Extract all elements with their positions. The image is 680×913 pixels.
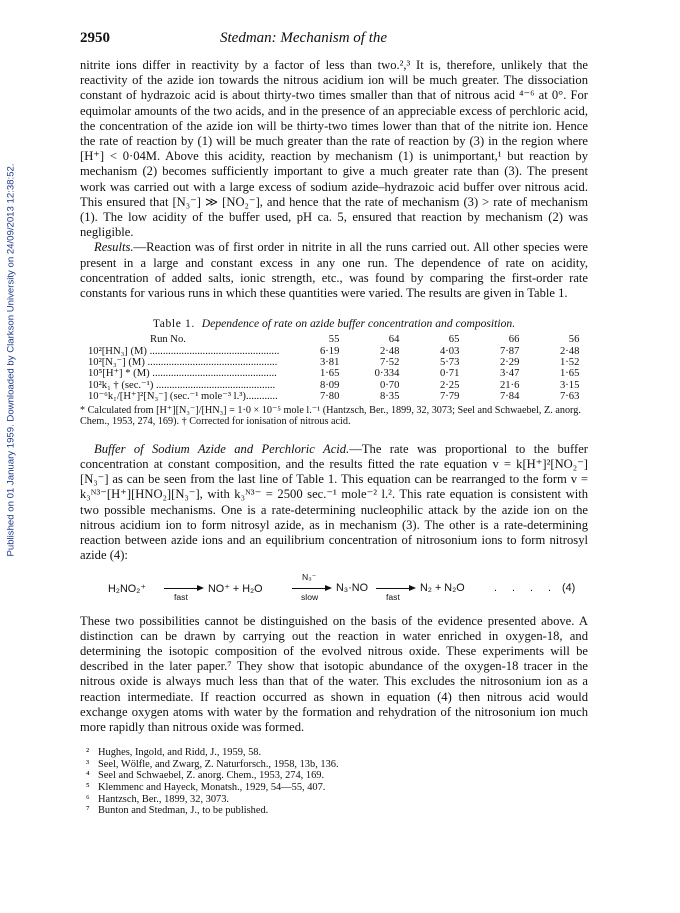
table-footnote: * Calculated from [H⁺][N₃⁻]/[HN₃] = 1·0 × 10⁻⁵ mole l.⁻¹ (Hantzsch, Ber., 1899, 32, 3073; Seel and Schwaebel, Z. anorg. Chem., 1953, 274, 169). † Corrected for ionisation of nitrous acid. <box>80 404 581 428</box>
run-number: 56 <box>568 334 580 346</box>
species-nitrosonium: NO⁺ + H₂O <box>208 582 263 595</box>
cell-value: 3·47 <box>499 368 520 380</box>
page-number: 2950 <box>80 30 110 46</box>
run-number: 55 <box>328 334 340 346</box>
run-number: 65 <box>448 334 460 346</box>
row-label: 10²[HN₃] (M) ................................................. <box>88 345 280 357</box>
buffer-paragraph <box>80 442 588 564</box>
row-label: 10⁵[H⁺] * (M) ............................................... <box>88 368 277 380</box>
buffer-text: —The rate was proportional to the buffer concentration at constant composition, and the results fitted the rate equation v = k[H⁺]²[NO₂⁻][N₃⁻] as can be seen from the last line of Table 1. This equation can be rearranged to the form v = k₃ᴺ³⁻[H⁺][HNO₂][N₃⁻], with k₃ᴺ³⁻ = 2500 sec.⁻¹ mole⁻² l.². This rate equation is consistent with two possible mechanisms. One is a rate-determining nucleophilic attack by the azide ion on the nitrous acidium ion to form nitrosyl azide, as in mechanism (3). The other is a rate-determining reaction between azide ions and an equilibrium concentration of nitrosonium ions to form nitrosyl azide (4): <box>80 441 588 563</box>
cell-value: 8·35 <box>379 391 400 403</box>
cell-value: 0·70 <box>379 379 400 391</box>
row-label: 10⁻⁶k₁/[H⁺]²[N₃⁻] (sec.⁻¹ mole⁻³ l.³)............ <box>88 391 278 403</box>
arrow-icon <box>164 588 202 589</box>
cell-value: 8·09 <box>319 379 340 391</box>
cell-value: 1·52 <box>559 357 580 369</box>
results-paragraph <box>80 240 588 301</box>
table-header-row <box>88 334 579 345</box>
reference-item: ³ Seel, Wölfle, and Zwarg, Z. Naturforsch., 1958, 13b, 136. <box>86 758 339 770</box>
table-label: Table 1. <box>152 317 195 331</box>
download-watermark-text: Published on 01 January 1959. Downloaded by Clarkson University on 24/09/2013 12:38:52. <box>5 163 17 557</box>
table-title: Dependence of rate on azide buffer concentration and composition. <box>201 317 516 331</box>
row-label: 10²[N₃⁻] (M) ................................................. <box>88 357 278 369</box>
cell-value: 4·03 <box>439 345 460 357</box>
table-row <box>88 357 579 368</box>
equation-number: (4) <box>562 581 576 594</box>
download-watermark <box>2 140 20 580</box>
arrow-label-slow: slow <box>301 591 319 602</box>
table-row <box>88 346 579 357</box>
results-text: —Reaction was of first order in nitrite in all the runs carried out. All other species were present in a large and constant excess in any one run. The dependence of rate on acidity, concentration of added salts, ionic strength, etc., was found by comparing the first-order rate constants for various runs in which these quantities were varied. The results are given in Table 1. <box>80 240 588 301</box>
cell-value: 2·29 <box>499 357 520 369</box>
results-heading: Results. <box>94 240 134 255</box>
reference-item: ⁶ Hantzsch, Ber., 1899, 32, 3073. <box>86 793 230 805</box>
buffer-heading: Buffer of Sodium Azide and Perchloric Acid. <box>94 441 350 456</box>
arrow-label-fast: fast <box>386 591 400 602</box>
journal-page <box>80 30 588 817</box>
paragraph-1: nitrite ions differ in reactivity by a factor of less than two.²,³ It is, therefore, unlikely that the reactivity of the azide ion towards the nitrous acidium ion will be much greater. The dissociation constant of hydrazoic acid is about thirty-two times smaller than that of nitrous acid ⁴⁻⁶ at 0°. For equimolar amounts of the two acids, and in the presence of an appreciable excess of perchloric acid, the concentration of the azide ion will be thirty-two times lower than that of the nitrite ion. Hence the rate of reaction by (1) will be much greater than the rate of reaction by (3) in the region where [H⁺] < 0·04M. Above this acidity, reaction by mechanism (1) is unimportant,¹ but reaction by mechanism (2) becomes sufficiently important to give a much greater rate than (3). The present work was carried out with a large excess of sodium azide–hydrazoic acid buffer over nitrous acid. This ensured that [N₃⁻] ≫ [NO₂⁻], and hence that the rate of mechanism (3) > rate of mechanism (1). The low acidity of the buffer used, pH ca. 5, ensured that reaction by mechanism (2) was negligible. <box>80 58 588 240</box>
row-label: 10²k₁ † (sec.⁻¹) ............................................. <box>88 379 276 391</box>
cell-value: 5·73 <box>439 357 460 369</box>
reference-item: ⁵ Klemmenc and Hayeck, Monatsh., 1929, 54—55, 407. <box>86 781 326 793</box>
arrow-label-fast: fast <box>174 591 188 602</box>
cell-value: 2·48 <box>379 345 400 357</box>
species-nitrosyl-azide: N₃·NO <box>336 581 368 594</box>
table-row <box>88 391 579 402</box>
arrow-icon <box>376 588 414 589</box>
reference-item: ⁴ Seel and Schwaebel, Z. anorg. Chem., 1953, 274, 169. <box>86 770 325 782</box>
table-row <box>88 380 579 391</box>
cell-value: 6·19 <box>319 345 340 357</box>
run-header: Run No. <box>150 334 186 346</box>
equation-4 <box>80 572 588 606</box>
references <box>86 747 588 817</box>
table-caption <box>80 317 588 330</box>
paragraph-after-equation: These two possibilities cannot be distinguished on the basis of the evidence presented above. A distinction can be drawn by carrying out the reaction in water enriched in oxygen-18, and determining the isotopic composition of the evolved nitrous oxide. These experiments will be described in the later paper.⁷ They show that isotopic abundance of the oxygen-18 tracer in the nitrous oxide is always much less than that of the water. This excludes the nitrosonium ion as a reaction intermediate. If reaction occurred as shown in equation (4) then nitrous acid would exchange oxygen atoms with water by the formation and rehydration of the nitrosonium ion much more rapidly than nitrous oxide was formed. <box>80 613 588 734</box>
cell-value: 7·79 <box>439 391 460 403</box>
reference-item: ⁷ Bunton and Stedman, J., to be published. <box>86 805 269 817</box>
cell-value: 7·84 <box>499 391 520 403</box>
cell-value: 0·71 <box>439 368 460 380</box>
equation-leader-dots: . . . . <box>494 581 557 594</box>
run-number: 66 <box>508 334 520 346</box>
table-1 <box>80 317 588 428</box>
run-number: 64 <box>388 334 400 346</box>
arrow-reagent-azide: N₃⁻ <box>302 571 317 582</box>
cell-value: 7·80 <box>319 391 340 403</box>
species-nitrous-acidium: H₂NO₂⁺ <box>108 582 147 595</box>
cell-value: 3·81 <box>319 357 340 369</box>
cell-value: 0·334 <box>374 368 400 380</box>
species-products: N₂ + N₂O <box>420 581 465 594</box>
reference-item: ² Hughes, Ingold, and Ridd, J., 1959, 58. <box>86 747 262 759</box>
running-title: Stedman: Mechanism of the <box>220 30 388 46</box>
cell-value: 21·6 <box>499 379 520 391</box>
page-header <box>80 30 588 52</box>
arrow-icon <box>292 588 330 589</box>
cell-value: 7·87 <box>499 345 520 357</box>
data-table <box>88 334 579 402</box>
cell-value: 1·65 <box>559 368 580 380</box>
table-row <box>88 368 579 379</box>
cell-value: 1·65 <box>319 368 340 380</box>
cell-value: 3·15 <box>559 379 580 391</box>
cell-value: 2·25 <box>439 379 460 391</box>
cell-value: 2·48 <box>559 345 580 357</box>
cell-value: 7·63 <box>559 391 580 403</box>
cell-value: 7·52 <box>379 357 400 369</box>
